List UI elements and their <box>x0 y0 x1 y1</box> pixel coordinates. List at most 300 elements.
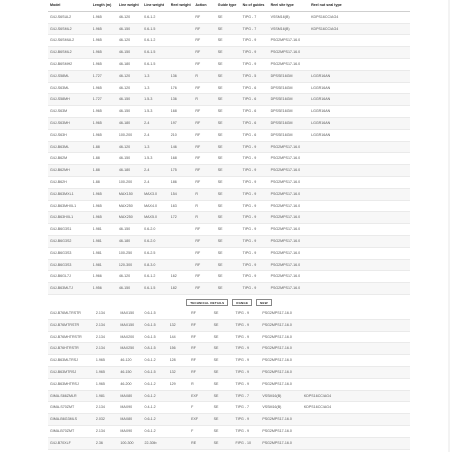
table-cell: RF <box>189 343 211 355</box>
table-cell: SE <box>216 58 241 70</box>
table-cell: PSG2MPS17-16.0 <box>260 378 302 390</box>
table-cell-spacer <box>350 437 410 449</box>
table-cell: KDPS16CC/AG4 <box>309 11 356 23</box>
table-cell <box>302 378 350 390</box>
table-cell-spacer <box>356 176 410 188</box>
table-cell: SE <box>216 259 241 271</box>
table-row <box>48 355 410 367</box>
col-header-action: Action <box>193 0 215 11</box>
table-cell: G4J-B76MHTRSTR <box>48 331 94 343</box>
table-cell: 1-3 <box>142 70 169 82</box>
table-cell: G4J-B76HTRSTR <box>48 343 94 355</box>
table-row <box>48 402 410 414</box>
table-cell <box>168 390 189 402</box>
table-cell: 176 <box>169 82 194 94</box>
specs-table-top-body <box>48 11 410 297</box>
table-cell: 2.36 <box>94 437 118 449</box>
table-cell-spacer <box>356 200 410 212</box>
table-cell: PSG2MPS17-16.0 <box>260 355 302 367</box>
table-cell <box>169 294 194 297</box>
table-cell: RF <box>193 224 215 236</box>
table-cell: G4J-B63MLTRSJ <box>48 355 94 367</box>
table-cell: KDPS16CC/AG4 <box>302 390 350 402</box>
table-cell: G4J-B70XLF <box>48 437 94 449</box>
table-cell: 129 <box>168 378 189 390</box>
table-cell-spacer <box>356 117 410 129</box>
table-cell: KDPS16CC/AG4 <box>309 23 356 35</box>
table-cell: SE <box>212 390 234 402</box>
table-cell <box>302 308 350 319</box>
table-cell-spacer <box>356 70 410 82</box>
table-cell: RF <box>193 271 215 283</box>
table-cell: TIPG - 9 <box>233 308 260 319</box>
range-button[interactable]: RANGE <box>232 299 252 306</box>
table-cell: 0.6-1.5 <box>142 23 169 35</box>
table-cell: 1.88 <box>91 176 117 188</box>
col-header-guide-type: Guide type <box>216 0 241 11</box>
table-row <box>48 247 410 259</box>
table-cell: 46-120 <box>118 355 142 367</box>
table-cell: RE <box>189 437 211 449</box>
table-cell: PSG2MPS17-16.0 <box>269 283 310 295</box>
table-cell: DPSSE16GM <box>269 117 310 129</box>
table-cell: RF <box>189 355 211 367</box>
table-cell: MAX4.0 <box>142 200 169 212</box>
table-cell: 146 <box>169 141 194 153</box>
table-row <box>48 212 410 224</box>
table-cell <box>309 47 356 59</box>
table-cell: 1.965 <box>91 58 117 70</box>
table-cell: MAX150 <box>117 188 142 200</box>
table-cell: TIPG - 9 <box>233 414 260 426</box>
table-cell: TIPG - 9 <box>233 355 260 367</box>
table-cell: G4J-B6G3S1 <box>48 224 91 236</box>
table-row <box>48 141 410 153</box>
table-cell: 0.8-1.5 <box>142 343 167 355</box>
table-cell <box>302 366 350 378</box>
table-cell: 46-120 <box>117 70 142 82</box>
table-cell: MAX3.0 <box>142 188 169 200</box>
table-cell: 1.965 <box>91 23 117 35</box>
table-cell: SE <box>216 47 241 59</box>
table-cell: DPSSE16GM <box>269 106 310 118</box>
table-cell: RF <box>189 308 211 319</box>
table-cell: MAX250 <box>117 212 142 224</box>
table-cell: 186 <box>169 176 194 188</box>
table-cell <box>169 58 194 70</box>
table-cell: PSG2MPS17-16.0 <box>269 141 310 153</box>
table-cell: TIPG - 9 <box>241 176 269 188</box>
table-cell-spacer <box>356 259 410 271</box>
table-cell <box>169 235 194 247</box>
table-cell: DPSSE16GM <box>269 129 310 141</box>
specs-table-bottom-body <box>48 308 410 452</box>
table-cell: LGGR16AN <box>309 129 356 141</box>
table-cell: 162 <box>169 271 194 283</box>
table-cell: G4J-B6G3S2 <box>48 235 91 247</box>
table-cell: 46-150 <box>117 106 142 118</box>
table-cell: SE <box>216 82 241 94</box>
table-cell: R <box>193 200 215 212</box>
table-cell <box>216 294 241 297</box>
table-cell: TIPG - 6 <box>241 129 269 141</box>
table-cell: 154 <box>169 188 194 200</box>
table-cell-spacer <box>356 212 410 224</box>
table-cell: SE <box>216 200 241 212</box>
table-cell: RF <box>193 247 215 259</box>
table-cell: MAX80 <box>118 390 142 402</box>
table-cell: 0.6-2.0 <box>142 235 169 247</box>
table-cell: TIPG - 6 <box>241 94 269 106</box>
specs-table-bottom-container <box>48 308 410 452</box>
table-cell: VSSM16(B) <box>269 11 310 23</box>
table-cell-spacer <box>350 390 410 402</box>
table-cell: 1.966 <box>91 271 117 283</box>
table-cell: PSG2MPS17-16.0 <box>269 271 310 283</box>
table-cell: 0.6-1.2 <box>142 35 169 47</box>
table-cell: G4J-B63MHXL1 <box>48 200 91 212</box>
table-cell: TIPG - 7 <box>241 23 269 35</box>
table-cell: G4J-S58MH <box>48 94 91 106</box>
table-cell: G4J-B63HXL1 <box>48 212 91 224</box>
table-cell: TIPG - 6 <box>241 82 269 94</box>
table-cell: 2.134 <box>94 319 118 331</box>
table-cell: PSG2MPS17-16.0 <box>269 259 310 271</box>
table-cell: RF <box>193 117 215 129</box>
table-cell: 46-180 <box>117 117 142 129</box>
table-cell <box>302 319 350 331</box>
table-cell-spacer <box>350 378 410 390</box>
table-cell: 100-200 <box>117 176 142 188</box>
table-cell <box>168 414 189 426</box>
table-cell: SE <box>216 35 241 47</box>
table-row <box>48 378 410 390</box>
table-cell: G4J-S63M <box>48 106 91 118</box>
table-cell: TIPG - 9 <box>241 47 269 59</box>
new-button[interactable]: NEW <box>256 299 272 306</box>
table-cell: 46-150 <box>117 153 142 165</box>
table-cell <box>309 259 356 271</box>
table-cell: SE <box>216 153 241 165</box>
table-cell: 46-180 <box>117 165 142 177</box>
specs-table-top-container <box>48 0 410 297</box>
table-cell-spacer <box>356 129 410 141</box>
table-cell: TIPG - 7 <box>233 402 260 414</box>
table-cell: 0.6-1.5 <box>142 308 167 319</box>
table-cell: PSG2MPS17-16.0 <box>260 414 302 426</box>
table-cell: LGGR16AN <box>309 82 356 94</box>
table-cell: DPSSE16GM <box>269 82 310 94</box>
table-cell: TIPG - 9 <box>233 378 260 390</box>
table-cell-spacer <box>356 94 410 106</box>
table-cell: 46-120 <box>117 271 142 283</box>
table-cell: G4J-B63ML <box>48 141 91 153</box>
table-cell: 46-180 <box>117 235 142 247</box>
table-cell: 2-4 <box>142 117 169 129</box>
table-cell: SE <box>212 355 234 367</box>
table-cell: 2.032 <box>94 414 118 426</box>
table-cell: TIPG - 7 <box>233 390 260 402</box>
table-cell: SE <box>212 414 234 426</box>
table-cell: 2.134 <box>94 343 118 355</box>
table-cell: SE <box>216 271 241 283</box>
table-cell: 100-300 <box>118 437 142 449</box>
table-cell: 1.965 <box>91 212 117 224</box>
table-cell: 210 <box>169 129 194 141</box>
table-cell: 0.6-1.2 <box>142 355 167 367</box>
table-cell: G4J-B6G3S3 <box>48 247 91 259</box>
table-cell <box>142 294 169 297</box>
table-cell <box>302 331 350 343</box>
table-cell: 1.5-3 <box>142 106 169 118</box>
table-cell: 0.8-3.0 <box>142 259 169 271</box>
table-cell: PSG2MPS17-16.0 <box>260 437 302 449</box>
table-cell: SE <box>216 224 241 236</box>
table-cell: TIPG - 9 <box>241 153 269 165</box>
table-cell: GIMA-S66ZMLR <box>48 390 94 402</box>
table-cell: 0.6-1.2 <box>142 378 167 390</box>
table-cell: G4J-S63MH <box>48 117 91 129</box>
table-cell-spacer <box>350 343 410 355</box>
table-cell: G4J-B63MLTJ <box>48 283 91 295</box>
table-cell: RF <box>193 235 215 247</box>
table-cell: EXF <box>189 414 211 426</box>
table-cell: 2.134 <box>94 331 118 343</box>
table-cell: 1.727 <box>91 70 117 82</box>
table-cell: G4J-S63ML <box>48 82 91 94</box>
table-cell: 144 <box>168 331 189 343</box>
table-cell: RF <box>193 165 215 177</box>
table-cell: G4J-S58ML <box>48 70 91 82</box>
technical-details-button[interactable]: TECHNICAL DETAILS <box>186 299 228 306</box>
table-cell: SE <box>212 437 234 449</box>
table-cell: 168 <box>169 153 194 165</box>
table-cell <box>302 343 350 355</box>
table-row <box>48 200 410 212</box>
table-cell-spacer <box>356 11 410 23</box>
table-cell <box>309 271 356 283</box>
table-cell: 1-3 <box>142 141 169 153</box>
table-cell <box>302 425 350 437</box>
table-cell <box>169 247 194 259</box>
table-cell: SE <box>216 141 241 153</box>
table-cell: 1.88 <box>91 153 117 165</box>
table-cell: 132 <box>168 319 189 331</box>
table-row <box>48 390 410 402</box>
table-cell: 1.965 <box>94 355 118 367</box>
table-cell: 1.5-3 <box>142 153 169 165</box>
table-cell: 46-150 <box>118 366 142 378</box>
table-row <box>48 35 410 47</box>
table-cell <box>91 294 117 297</box>
table-cell <box>169 259 194 271</box>
table-cell: 182 <box>169 283 194 295</box>
table-cell: RF <box>193 106 215 118</box>
table-cell: SE <box>212 425 234 437</box>
table-cell: 1.5-3 <box>142 94 169 106</box>
table-cell: PSG2MPS17-16.0 <box>269 165 310 177</box>
table-row <box>48 224 410 236</box>
table-cell: 0.6-1.5 <box>142 331 167 343</box>
specs-table-top <box>48 0 410 297</box>
table-row <box>48 343 410 355</box>
table-cell: 0.6-1.2 <box>142 271 169 283</box>
table-cell: 136 <box>169 94 194 106</box>
table-cell: G4J-B76MLTRSTR <box>48 308 94 319</box>
table-row <box>48 58 410 70</box>
col-header-no-of-guides: No of guides <box>241 0 269 11</box>
table-cell: 1.981 <box>94 390 118 402</box>
col-header-length: Length (m) <box>91 0 117 11</box>
table-cell <box>168 425 189 437</box>
table-cell: 1.981 <box>91 235 117 247</box>
table-row <box>48 437 410 449</box>
table-cell-spacer <box>356 47 410 59</box>
table-cell <box>302 355 350 367</box>
table-cell: PSG2MPS17-16.0 <box>269 235 310 247</box>
table-cell: SE <box>216 247 241 259</box>
table-cell: 1.965 <box>91 47 117 59</box>
table-cell-spacer <box>356 82 410 94</box>
table-cell-spacer <box>356 141 410 153</box>
table-cell-spacer <box>356 153 410 165</box>
table-cell <box>302 437 350 449</box>
table-cell <box>169 23 194 35</box>
table-row <box>48 11 410 23</box>
table-cell-spacer <box>350 355 410 367</box>
table-row <box>48 176 410 188</box>
table-cell: SE <box>216 70 241 82</box>
table-row <box>48 259 410 271</box>
table-cell <box>309 165 356 177</box>
table-cell: 0.6-2.0 <box>142 224 169 236</box>
table-cell: 1-3 <box>142 82 169 94</box>
table-row <box>48 271 410 283</box>
table-cell: SE <box>212 378 234 390</box>
table-cell: LGGR16AN <box>309 70 356 82</box>
table-cell: PSG2MPS17-16.0 <box>260 366 302 378</box>
table-cell: 0.6-1.5 <box>142 319 167 331</box>
table-cell: G4J-B63MHTRSJ <box>48 378 94 390</box>
table-cell: 2.134 <box>94 402 118 414</box>
table-cell: PSG2MPS17-16.0 <box>269 176 310 188</box>
table-cell: 0.6-1.2 <box>142 425 167 437</box>
table-cell: 1.88 <box>91 141 117 153</box>
table-cell: 46-180 <box>117 58 142 70</box>
table-cell: PSG2MPS17-16.0 <box>260 331 302 343</box>
table-cell: G4J-B6SMH2 <box>48 58 91 70</box>
table-cell: 1.965 <box>91 106 117 118</box>
table-cell: PSG2MPS17-16.0 <box>260 425 302 437</box>
table-cell: G4J-B6SML2 <box>48 47 91 59</box>
table-cell: 0.6-1.5 <box>142 58 169 70</box>
table-cell: TIPG - 9 <box>233 425 260 437</box>
table-cell <box>309 283 356 295</box>
table-cell: RF <box>193 283 215 295</box>
table-cell: TIPG - 9 <box>241 141 269 153</box>
table-cell: SE <box>212 343 234 355</box>
table-cell: PSG2MPS17-16.0 <box>269 247 310 259</box>
table-cell: PSG2MPS17-16.0 <box>260 308 302 319</box>
table-cell: MAX90 <box>118 402 142 414</box>
table-cell-spacer <box>356 271 410 283</box>
table-cell-spacer <box>350 308 410 319</box>
table-cell: FIPG - 10 <box>233 437 260 449</box>
table-row <box>48 165 410 177</box>
table-cell: TIPG - 9 <box>241 188 269 200</box>
table-cell: 1.956 <box>91 283 117 295</box>
page-scrollbar[interactable] <box>448 0 450 452</box>
table-cell: VSSM16(B) <box>269 23 310 35</box>
table-cell: 1.965 <box>91 188 117 200</box>
table-cell: MAX250 <box>118 343 142 355</box>
table-cell: SE <box>216 176 241 188</box>
table-cell: PSG2MPS17-16.0 <box>269 153 310 165</box>
table-cell: LGGR16AN <box>309 94 356 106</box>
table-cell <box>309 247 356 259</box>
table-cell: PSG2MPS17-16.0 <box>260 319 302 331</box>
table-cell: 0.6-2.5 <box>142 247 169 259</box>
table-cell: F <box>189 425 211 437</box>
col-header-lure-weight: Line weight <box>142 0 169 11</box>
table-cell: RF <box>189 331 211 343</box>
table-cell: PSG2MPS17-16.0 <box>269 212 310 224</box>
table-cell-spacer <box>356 106 410 118</box>
table-cell <box>309 141 356 153</box>
table-cell-spacer <box>356 35 410 47</box>
action-buttons <box>48 298 410 307</box>
col-header-spacer <box>356 0 410 11</box>
table-cell: 1.88 <box>91 165 117 177</box>
table-cell: 1.965 <box>91 82 117 94</box>
table-row <box>48 235 410 247</box>
table-row <box>48 47 410 59</box>
table-row <box>48 129 410 141</box>
table-cell: G4J-S63H <box>48 129 91 141</box>
table-cell: R <box>189 378 211 390</box>
table-row <box>48 283 410 295</box>
table-cell: 0.6-1.5 <box>142 47 169 59</box>
table-cell-spacer <box>350 402 410 414</box>
table-row <box>48 188 410 200</box>
table-cell: G4J-S6SML2 <box>48 23 91 35</box>
table-cell-spacer <box>356 294 410 297</box>
table-cell <box>309 294 356 297</box>
table-row <box>48 23 410 35</box>
table-cell: 46-120 <box>117 141 142 153</box>
table-cell: 1.965 <box>94 366 118 378</box>
table-cell <box>169 47 194 59</box>
table-cell: 2-4 <box>142 129 169 141</box>
table-cell: 46-150 <box>117 94 142 106</box>
table-cell: PSG2MPS17-16.0 <box>269 188 310 200</box>
table-cell-spacer <box>356 247 410 259</box>
table-cell-spacer <box>356 58 410 70</box>
table-cell <box>168 402 189 414</box>
table-cell: 1.981 <box>91 224 117 236</box>
table-cell: SE <box>212 402 234 414</box>
table-cell <box>309 188 356 200</box>
table-row <box>48 70 410 82</box>
table-cell: SE <box>216 212 241 224</box>
table-cell: 1.981 <box>91 247 117 259</box>
table-cell: RF <box>193 141 215 153</box>
table-cell: SE <box>212 331 234 343</box>
table-cell: MAX80 <box>118 414 142 426</box>
table-cell: TIPG - 5 <box>241 70 269 82</box>
table-cell <box>269 294 310 297</box>
table-cell-spacer <box>356 235 410 247</box>
